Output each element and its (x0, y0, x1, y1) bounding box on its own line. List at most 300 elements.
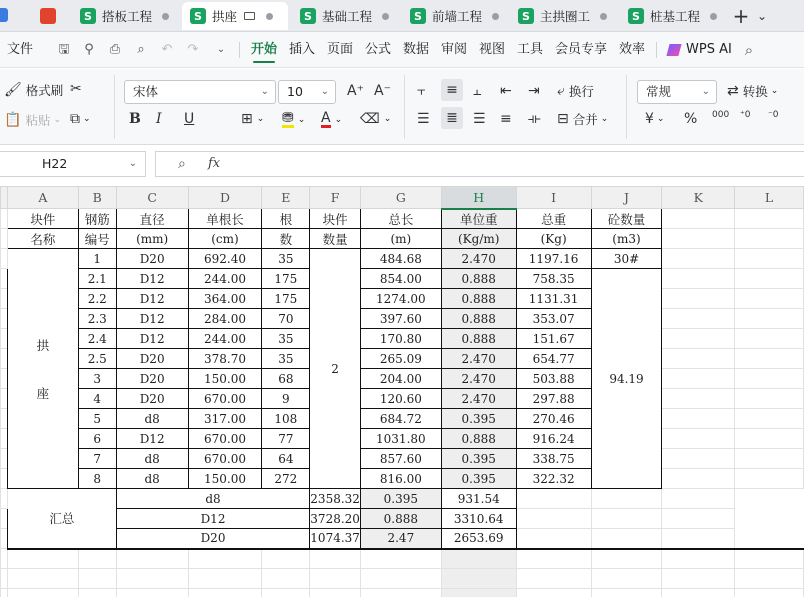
length-cell[interactable]: 692.40 (188, 249, 262, 269)
formula-input[interactable] (240, 152, 804, 176)
bar-no-cell[interactable]: 2.5 (78, 349, 116, 369)
count-cell[interactable]: 35 (262, 349, 310, 369)
bar-no-cell[interactable]: 2.3 (78, 309, 116, 329)
decimal-increase-button[interactable] (740, 110, 750, 120)
cell[interactable] (591, 569, 662, 589)
cell[interactable] (591, 489, 662, 509)
row-margin[interactable] (1, 469, 8, 489)
diameter-cell[interactable]: d8 (116, 449, 188, 469)
col-header-a[interactable]: A (7, 187, 78, 209)
convert-button[interactable] (727, 82, 778, 100)
total-weight-cell[interactable]: 1197.16 (516, 249, 591, 269)
cell[interactable] (662, 429, 735, 449)
zoom-icon[interactable]: ⌕ (178, 156, 186, 172)
row-margin[interactable] (1, 229, 8, 249)
header-length[interactable]: 单根长 (188, 209, 262, 229)
cell[interactable] (591, 509, 662, 529)
bar-no-cell[interactable]: 4 (78, 389, 116, 409)
cut-button[interactable] (70, 81, 82, 97)
summary-row (1, 509, 804, 529)
indent-increase-button[interactable] (528, 83, 540, 99)
header-total-length-unit[interactable]: (m) (360, 229, 441, 249)
cell[interactable] (662, 249, 735, 269)
align-left-button[interactable] (417, 111, 430, 127)
count-cell[interactable]: 175 (262, 269, 310, 289)
col-header-c[interactable]: C (116, 187, 188, 209)
number-format-select[interactable] (637, 80, 717, 104)
tab-gongzuo[interactable] (182, 2, 288, 30)
row-margin[interactable] (1, 409, 8, 429)
cell[interactable] (441, 589, 516, 597)
diameter-cell[interactable]: d8 (116, 469, 188, 489)
search-icon[interactable]: ⌕ (744, 41, 754, 59)
header-length-unit[interactable]: (cm) (188, 229, 262, 249)
cell[interactable] (7, 549, 78, 569)
summary-total-weight-cell[interactable]: 3310.64 (441, 509, 516, 529)
col-header-g[interactable]: G (360, 187, 441, 209)
header-diameter-unit[interactable]: (mm) (116, 229, 188, 249)
cell[interactable] (262, 569, 310, 589)
count-cell[interactable]: 68 (262, 369, 310, 389)
cell[interactable] (360, 589, 441, 597)
row-margin[interactable] (1, 429, 8, 449)
cell[interactable] (735, 409, 804, 429)
summary-unit-weight-cell[interactable]: 0.888 (360, 509, 441, 529)
concrete-grade-cell[interactable]: 30# (591, 249, 662, 269)
summary-unit-weight-cell[interactable]: 2.47 (360, 529, 441, 549)
row-margin[interactable] (1, 389, 8, 409)
total-weight-cell[interactable]: 353.07 (516, 309, 591, 329)
new-tab-button[interactable]: + (732, 4, 750, 28)
cell[interactable] (591, 549, 662, 569)
unit-weight-cell[interactable]: 0.888 (441, 269, 516, 289)
bar-no-cell[interactable]: 1 (78, 249, 116, 269)
row-margin[interactable] (1, 289, 8, 309)
col-header-e[interactable]: E (262, 187, 310, 209)
paste-button[interactable] (4, 111, 61, 129)
unit-weight-cell[interactable]: 2.470 (441, 389, 516, 409)
font-increase-icon: A⁺ (347, 83, 364, 99)
diameter-cell[interactable]: D20 (116, 389, 188, 409)
summary-diameter-cell[interactable]: D20 (116, 529, 310, 549)
fill-color-button[interactable] (282, 111, 305, 128)
thousands-button[interactable] (712, 110, 729, 120)
concrete-volume-cell[interactable]: 94.19 (591, 269, 662, 489)
total-weight-cell[interactable]: 297.88 (516, 389, 591, 409)
row-margin[interactable] (1, 309, 8, 329)
length-cell[interactable]: 284.00 (188, 309, 262, 329)
font-name-select[interactable] (124, 80, 276, 104)
menu-file[interactable]: 文件 (7, 42, 34, 57)
length-cell[interactable]: 378.70 (188, 349, 262, 369)
tab-jichu[interactable] (292, 2, 398, 30)
row-margin[interactable] (1, 269, 8, 289)
cell[interactable] (516, 509, 591, 529)
cell[interactable] (662, 529, 735, 549)
cell[interactable] (662, 349, 735, 369)
header-unit-weight-unit[interactable]: (Kg/m) (441, 229, 516, 249)
cell[interactable] (662, 329, 735, 349)
cell[interactable] (662, 549, 735, 569)
align-middle-button[interactable] (441, 79, 463, 101)
underline-button[interactable] (184, 111, 194, 127)
diameter-cell[interactable]: D12 (116, 309, 188, 329)
cell[interactable] (735, 229, 804, 249)
name-box[interactable] (0, 151, 146, 177)
cell[interactable] (735, 569, 804, 589)
total-length-cell[interactable]: 265.09 (360, 349, 441, 369)
row-margin[interactable] (1, 589, 8, 597)
cell[interactable] (735, 309, 804, 329)
summary-total-weight-cell[interactable]: 931.54 (441, 489, 516, 509)
italic-button[interactable] (156, 111, 162, 127)
unit-weight-cell[interactable]: 0.888 (441, 329, 516, 349)
menu-data[interactable]: 数据 (403, 42, 430, 57)
diameter-cell[interactable]: D12 (116, 429, 188, 449)
header-concrete-unit[interactable]: (m3) (591, 229, 662, 249)
total-weight-cell[interactable]: 1131.31 (516, 289, 591, 309)
align-bottom-button[interactable] (473, 83, 481, 99)
format-painter-button[interactable] (4, 81, 63, 99)
cell[interactable] (516, 589, 591, 597)
header-count[interactable]: 数 (262, 229, 310, 249)
wps-ai-button[interactable] (668, 32, 732, 68)
cell[interactable] (735, 349, 804, 369)
merge-button[interactable] (557, 110, 608, 128)
unit-weight-cell[interactable]: 2.470 (441, 369, 516, 389)
cell[interactable] (591, 589, 662, 597)
cell[interactable] (188, 589, 262, 597)
total-length-cell[interactable]: 816.00 (360, 469, 441, 489)
font-size-select[interactable] (278, 80, 336, 104)
header-bar-no[interactable]: 钢筋 (78, 209, 116, 229)
justify-button[interactable] (500, 111, 512, 127)
decimal-decrease-button[interactable] (768, 110, 778, 120)
menu-view[interactable]: 视图 (479, 42, 506, 57)
total-length-cell[interactable]: 1031.80 (360, 429, 441, 449)
total-weight-cell[interactable]: 270.46 (516, 409, 591, 429)
length-cell[interactable]: 244.00 (188, 269, 262, 289)
length-cell[interactable]: 670.00 (188, 389, 262, 409)
row-margin[interactable] (1, 329, 8, 349)
count-cell[interactable]: 77 (262, 429, 310, 449)
indent-decrease-button[interactable] (500, 83, 512, 99)
menu-page[interactable]: 页面 (327, 42, 354, 57)
cell[interactable] (360, 549, 441, 569)
cell[interactable] (662, 469, 735, 489)
cell[interactable] (78, 549, 116, 569)
col-header-i[interactable]: I (516, 187, 591, 209)
bar-no-cell[interactable]: 2.2 (78, 289, 116, 309)
cell[interactable] (662, 209, 735, 229)
unit-weight-cell[interactable]: 0.888 (441, 289, 516, 309)
col-header-l[interactable]: L (735, 187, 804, 209)
col-header-b[interactable]: B (78, 187, 116, 209)
total-weight-cell[interactable]: 654.77 (516, 349, 591, 369)
total-weight-cell[interactable]: 758.35 (516, 269, 591, 289)
unit-weight-cell[interactable]: 2.470 (441, 349, 516, 369)
menu-tools[interactable]: 工具 (517, 42, 544, 57)
cell[interactable] (662, 289, 735, 309)
summary-diameter-cell[interactable]: d8 (116, 489, 310, 509)
unit-weight-cell[interactable]: 2.470 (441, 249, 516, 269)
total-length-cell[interactable]: 1274.00 (360, 289, 441, 309)
clear-format-button[interactable] (360, 111, 391, 127)
cell[interactable] (116, 549, 188, 569)
cell[interactable] (516, 549, 591, 569)
header-concrete[interactable]: 砼数量 (591, 209, 662, 229)
cell[interactable] (516, 529, 591, 549)
cell[interactable] (662, 229, 735, 249)
home-icon[interactable] (0, 8, 8, 22)
bar-no-cell[interactable]: 7 (78, 449, 116, 469)
total-weight-cell[interactable]: 338.75 (516, 449, 591, 469)
total-weight-cell[interactable]: 503.88 (516, 369, 591, 389)
bold-button[interactable] (129, 111, 141, 127)
cell[interactable] (662, 369, 735, 389)
col-header-j[interactable]: J (591, 187, 662, 209)
cell[interactable] (188, 569, 262, 589)
chevron-down-icon[interactable]: ⌄ (216, 44, 226, 55)
header-block-name[interactable]: 名称 (7, 229, 78, 249)
fx-icon[interactable]: fx (208, 156, 221, 171)
font-color-button[interactable] (321, 111, 342, 128)
unit-weight-cell[interactable]: 0.888 (441, 429, 516, 449)
summary-unit-weight-cell[interactable]: 0.395 (360, 489, 441, 509)
sheet-icon: S (518, 8, 534, 24)
header-total-length[interactable]: 总长 (360, 209, 441, 229)
cell[interactable] (735, 389, 804, 409)
total-length-cell[interactable]: 857.60 (360, 449, 441, 469)
cell[interactable] (262, 589, 310, 597)
row-margin[interactable] (1, 369, 8, 389)
cell[interactable] (310, 569, 361, 589)
cell[interactable] (441, 569, 516, 589)
unit-weight-cell[interactable]: 0.888 (441, 309, 516, 329)
row-margin[interactable] (1, 349, 8, 369)
currency-button[interactable] (645, 111, 664, 127)
cell[interactable] (310, 549, 361, 569)
length-cell[interactable]: 317.00 (188, 409, 262, 429)
bar-no-cell[interactable]: 5 (78, 409, 116, 429)
total-length-cell[interactable]: 854.00 (360, 269, 441, 289)
save-icon[interactable]: 🖫 (58, 42, 70, 57)
tab-zhugongquan[interactable] (510, 2, 616, 30)
row-margin[interactable] (1, 569, 8, 589)
diameter-cell[interactable]: d8 (116, 409, 188, 429)
row-margin[interactable] (1, 529, 8, 549)
cell[interactable] (78, 569, 116, 589)
cell[interactable] (735, 249, 804, 269)
header-block-name[interactable]: 块件 (7, 209, 78, 229)
cell[interactable] (116, 589, 188, 597)
cell[interactable] (262, 549, 310, 569)
count-cell[interactable]: 35 (262, 249, 310, 269)
row-margin[interactable] (1, 489, 8, 509)
diameter-cell[interactable]: D12 (116, 269, 188, 289)
align-right-button[interactable] (473, 111, 486, 127)
length-cell[interactable]: 244.00 (188, 329, 262, 349)
wrap-text-button[interactable] (557, 82, 594, 100)
count-cell[interactable]: 175 (262, 289, 310, 309)
cell[interactable] (735, 289, 804, 309)
tab-status-dot (600, 13, 607, 20)
menu-home[interactable]: 开始 (251, 32, 277, 68)
print-preview-icon[interactable]: ⌕ (137, 42, 145, 57)
tab-qianqiang[interactable] (402, 2, 508, 30)
length-cell[interactable]: 670.00 (188, 429, 262, 449)
cell[interactable] (735, 329, 804, 349)
cell[interactable] (735, 549, 804, 569)
block-name-cell[interactable] (7, 249, 78, 489)
unit-weight-cell[interactable]: 0.395 (441, 409, 516, 429)
menu-insert[interactable]: 插入 (289, 42, 316, 57)
total-length-cell[interactable]: 204.00 (360, 369, 441, 389)
table-row (1, 389, 804, 409)
link-icon[interactable]: ⚲ (84, 42, 94, 57)
row-margin[interactable] (1, 209, 8, 229)
count-cell[interactable]: 64 (262, 449, 310, 469)
header-count[interactable]: 根 (262, 209, 310, 229)
cell[interactable] (516, 489, 591, 509)
summary-diameter-cell[interactable]: D12 (116, 509, 310, 529)
row-margin[interactable] (1, 249, 8, 269)
row-margin[interactable] (1, 549, 8, 569)
cell[interactable] (7, 589, 78, 597)
length-cell[interactable]: 150.00 (188, 369, 262, 389)
tab-list-button[interactable]: ⌄ (756, 9, 768, 23)
corner-cell[interactable] (1, 187, 8, 209)
bar-no-cell[interactable]: 6 (78, 429, 116, 449)
count-cell[interactable]: 9 (262, 389, 310, 409)
cell[interactable] (662, 449, 735, 469)
cell[interactable] (441, 549, 516, 569)
cell[interactable] (310, 589, 361, 597)
cell[interactable] (662, 509, 735, 529)
header-block-count[interactable]: 块件 (310, 209, 361, 229)
distribute-button[interactable] (528, 111, 541, 127)
cell[interactable] (735, 369, 804, 389)
col-header-d[interactable]: D (188, 187, 262, 209)
copy-button[interactable] (70, 111, 91, 127)
align-center-button[interactable] (441, 107, 463, 129)
tab-zhuangji[interactable] (620, 2, 726, 30)
count-cell[interactable]: 272 (262, 469, 310, 489)
summary-total-weight-cell[interactable]: 2653.69 (441, 529, 516, 549)
cell[interactable] (735, 269, 804, 289)
cell[interactable] (188, 549, 262, 569)
tab-pdf[interactable] (30, 2, 66, 30)
cell[interactable] (662, 489, 735, 509)
cell[interactable] (360, 569, 441, 589)
summary-label-cell[interactable]: 汇总 (7, 489, 116, 549)
cell[interactable] (735, 209, 804, 229)
length-cell[interactable]: 364.00 (188, 289, 262, 309)
print-icon[interactable]: ⎙ (109, 42, 121, 57)
total-length-cell[interactable]: 484.68 (360, 249, 441, 269)
border-button[interactable] (241, 111, 264, 127)
count-cell[interactable]: 70 (262, 309, 310, 329)
total-length-cell[interactable]: 684.72 (360, 409, 441, 429)
cell[interactable] (735, 469, 804, 489)
header-bar-no[interactable]: 编号 (78, 229, 116, 249)
menu-member[interactable]: 会员专享 (555, 42, 608, 57)
cell[interactable] (662, 569, 735, 589)
cell[interactable] (662, 269, 735, 289)
row-margin[interactable] (1, 509, 8, 529)
header-block-count[interactable]: 数量 (310, 229, 361, 249)
cell[interactable] (735, 449, 804, 469)
undo-icon[interactable]: ↶ (161, 42, 173, 57)
cell[interactable] (662, 589, 735, 597)
col-header-f[interactable]: F (310, 187, 361, 209)
col-header-h[interactable]: H (441, 187, 516, 209)
count-cell[interactable]: 108 (262, 409, 310, 429)
cell[interactable] (7, 569, 78, 589)
col-header-k[interactable]: K (662, 187, 735, 209)
header-total-weight[interactable]: 总重 (516, 209, 591, 229)
cell[interactable] (662, 409, 735, 429)
header-total-weight-unit[interactable]: (Kg) (516, 229, 591, 249)
diameter-cell[interactable]: D20 (116, 249, 188, 269)
bar-no-cell[interactable]: 3 (78, 369, 116, 389)
cell[interactable] (591, 529, 662, 549)
cell[interactable] (662, 309, 735, 329)
count-cell[interactable]: 35 (262, 329, 310, 349)
summary-total-length-cell[interactable]: 3728.20 (310, 509, 361, 529)
total-weight-cell[interactable]: 151.67 (516, 329, 591, 349)
total-length-cell[interactable]: 397.60 (360, 309, 441, 329)
block-count-cell[interactable]: 2 (310, 249, 361, 489)
menu-review[interactable]: 审阅 (441, 42, 468, 57)
cell[interactable] (78, 589, 116, 597)
cell[interactable] (735, 589, 804, 597)
total-weight-cell[interactable]: 916.24 (516, 429, 591, 449)
cell[interactable] (516, 569, 591, 589)
menu-efficiency[interactable]: 效率 (619, 42, 646, 57)
row-margin[interactable] (1, 449, 8, 469)
cell[interactable] (735, 429, 804, 449)
percent-button[interactable] (684, 111, 697, 127)
increase-font-button[interactable] (347, 83, 364, 99)
cell[interactable] (662, 389, 735, 409)
decrease-font-button[interactable] (374, 83, 391, 99)
diameter-cell[interactable]: D12 (116, 329, 188, 349)
align-top-button[interactable] (417, 83, 425, 99)
bar-no-cell[interactable]: 2.4 (78, 329, 116, 349)
cell[interactable] (116, 569, 188, 589)
total-weight-cell[interactable]: 322.32 (516, 469, 591, 489)
diameter-cell[interactable]: D20 (116, 369, 188, 389)
summary-total-length-cell[interactable]: 1074.37 (310, 529, 361, 549)
total-length-cell[interactable]: 170.80 (360, 329, 441, 349)
tab-dabang[interactable] (72, 2, 178, 30)
length-cell[interactable]: 670.00 (188, 449, 262, 469)
header-diameter[interactable]: 直径 (116, 209, 188, 229)
unit-weight-cell[interactable]: 0.395 (441, 469, 516, 489)
bar-no-cell[interactable]: 2.1 (78, 269, 116, 289)
summary-total-length-cell[interactable]: 2358.32 (310, 489, 361, 509)
diameter-cell[interactable]: D12 (116, 289, 188, 309)
bar-no-cell[interactable]: 8 (78, 469, 116, 489)
redo-icon[interactable]: ↷ (187, 42, 199, 57)
unit-weight-cell[interactable]: 0.395 (441, 449, 516, 469)
total-length-cell[interactable]: 120.60 (360, 389, 441, 409)
menu-formula[interactable]: 公式 (365, 42, 392, 57)
diameter-cell[interactable]: D20 (116, 349, 188, 369)
length-cell[interactable]: 150.00 (188, 469, 262, 489)
header-unit-weight[interactable]: 单位重 (441, 209, 516, 229)
